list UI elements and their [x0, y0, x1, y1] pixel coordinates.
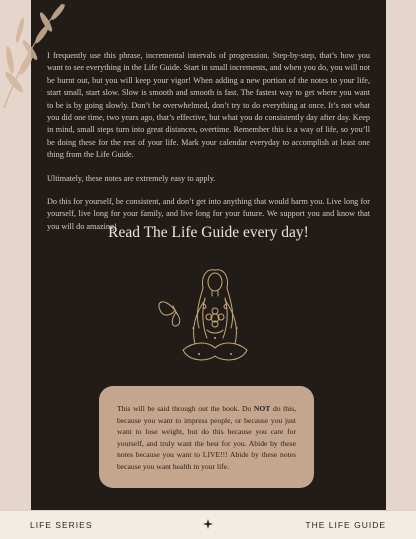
- body-paragraph-1: I frequently use this phrase, incremental intervals of progression. Step-by-step, that’s how you want to see everything in the Life Guide. Start in small increments, and when you do, you will not be burnt out, but you will keep your vigor! When adding a new portion of the notes to your life, start small, start slow. Slow is smooth and smooth is fast. The fastest way to get where you want to be is by going slowly. Don’t be overwhelmed, don’t try to do everything at once. It’s not what you did one time, two years ago, that’s effective, but what you do consistently day after day. Keep in mind, small steps turn into great distances, overtime. Remember this is a way of life, so you’ll be doing these for the rest of your life. Mark your calendar everyday to accomplish at least one thing from the Life Guide.: [47, 51, 370, 160]
- butterfly-icon: [159, 302, 180, 326]
- callout-bold-word: NOT: [253, 404, 271, 413]
- footer-series-label: LIFE SERIES: [30, 520, 93, 530]
- meditating-woman-illustration: [133, 258, 293, 388]
- callout-text-end: do this, because you want to impress people, or because you just want to lose weight, but do this because you care for yourself, and truly want the best for you. Abide by these notes because you want to LIVE!!! Abide by these notes because you want health in your life.: [117, 404, 296, 471]
- page-footer: [0, 510, 416, 539]
- content-panel: [31, 0, 386, 510]
- page-headline: Read The Life Guide every day!: [108, 224, 309, 241]
- footer-book-title: THE LIFE GUIDE: [305, 520, 386, 530]
- leaf-branch-decoration: [0, 0, 80, 110]
- body-paragraph-2: Ultimately, these notes are extremely easy to apply.: [47, 173, 216, 183]
- star-icon: [202, 518, 214, 530]
- body-paragraph-3: Do this for yourself, be consistent, and don’t get into anything that would harm you. Live long for yourself, live long for your family, and live long for your future. We support you and know that you will do amazing!: [47, 197, 370, 231]
- body-text: [47, 50, 370, 244]
- callout-box: [99, 386, 314, 488]
- callout-text-start: This will be said through out the book. Do: [117, 404, 254, 413]
